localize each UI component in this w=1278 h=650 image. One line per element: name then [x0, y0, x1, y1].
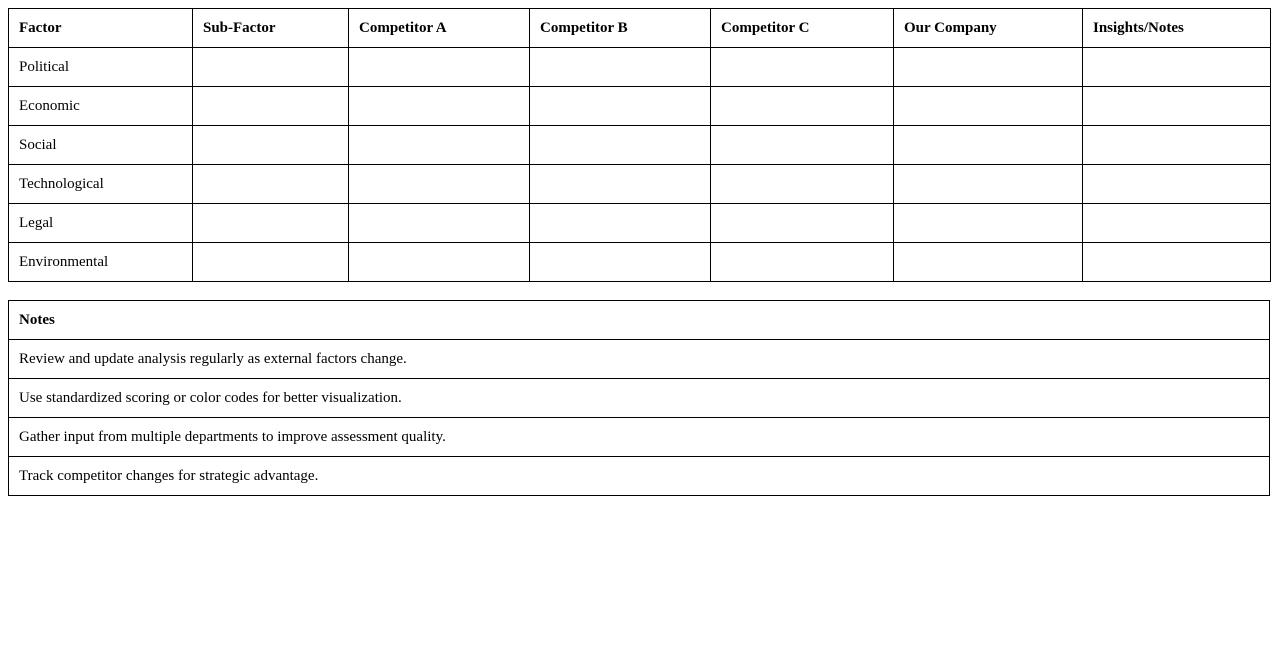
- header-sub-factor: Sub-Factor: [193, 9, 349, 48]
- sub-factor-cell[interactable]: [193, 165, 349, 204]
- insights-cell[interactable]: [1083, 126, 1271, 165]
- competitor-c-cell[interactable]: [711, 243, 894, 282]
- header-factor: Factor: [9, 9, 193, 48]
- table-row: [9, 126, 1271, 165]
- our-company-cell[interactable]: [894, 87, 1083, 126]
- competitor-a-cell[interactable]: [349, 243, 530, 282]
- table-row: [9, 204, 1271, 243]
- competitor-b-cell[interactable]: [530, 48, 711, 87]
- list-item: [9, 457, 1270, 496]
- insights-cell[interactable]: [1083, 165, 1271, 204]
- table-row: [9, 87, 1271, 126]
- sub-factor-cell[interactable]: [193, 204, 349, 243]
- competitor-b-cell[interactable]: [530, 243, 711, 282]
- sub-factor-cell[interactable]: [193, 87, 349, 126]
- insights-cell[interactable]: [1083, 48, 1271, 87]
- notes-table: [8, 300, 1270, 496]
- table-row: [9, 243, 1271, 282]
- header-our-company: Our Company: [894, 9, 1083, 48]
- insights-cell[interactable]: [1083, 204, 1271, 243]
- table-row: [9, 48, 1271, 87]
- competitor-a-cell[interactable]: [349, 87, 530, 126]
- competitor-b-cell[interactable]: [530, 204, 711, 243]
- table-row: [9, 165, 1271, 204]
- competitor-c-cell[interactable]: [711, 126, 894, 165]
- note-text: Use standardized scoring or color codes for better visualization.: [9, 379, 1270, 418]
- notes-header-row: [9, 301, 1270, 340]
- pestel-analysis-table: [8, 8, 1271, 282]
- header-insights-notes: Insights/Notes: [1083, 9, 1271, 48]
- notes-header: Notes: [9, 301, 1270, 340]
- header-competitor-c: Competitor C: [711, 9, 894, 48]
- list-item: [9, 340, 1270, 379]
- competitor-b-cell[interactable]: [530, 87, 711, 126]
- header-competitor-a: Competitor A: [349, 9, 530, 48]
- competitor-c-cell[interactable]: [711, 87, 894, 126]
- page-content: [8, 8, 1270, 496]
- our-company-cell[interactable]: [894, 126, 1083, 165]
- sub-factor-cell[interactable]: [193, 126, 349, 165]
- our-company-cell[interactable]: [894, 204, 1083, 243]
- table-header-row: [9, 9, 1271, 48]
- competitor-c-cell[interactable]: [711, 48, 894, 87]
- factor-cell: Technological: [9, 165, 193, 204]
- competitor-c-cell[interactable]: [711, 204, 894, 243]
- note-text: Track competitor changes for strategic advantage.: [9, 457, 1270, 496]
- factor-cell: Social: [9, 126, 193, 165]
- competitor-b-cell[interactable]: [530, 126, 711, 165]
- our-company-cell[interactable]: [894, 48, 1083, 87]
- list-item: [9, 418, 1270, 457]
- competitor-a-cell[interactable]: [349, 126, 530, 165]
- factor-cell: Environmental: [9, 243, 193, 282]
- competitor-b-cell[interactable]: [530, 165, 711, 204]
- competitor-c-cell[interactable]: [711, 165, 894, 204]
- our-company-cell[interactable]: [894, 243, 1083, 282]
- competitor-a-cell[interactable]: [349, 204, 530, 243]
- our-company-cell[interactable]: [894, 165, 1083, 204]
- sub-factor-cell[interactable]: [193, 243, 349, 282]
- insights-cell[interactable]: [1083, 87, 1271, 126]
- note-text: Review and update analysis regularly as external factors change.: [9, 340, 1270, 379]
- competitor-a-cell[interactable]: [349, 165, 530, 204]
- factor-cell: Legal: [9, 204, 193, 243]
- factor-cell: Economic: [9, 87, 193, 126]
- factor-cell: Political: [9, 48, 193, 87]
- header-competitor-b: Competitor B: [530, 9, 711, 48]
- competitor-a-cell[interactable]: [349, 48, 530, 87]
- sub-factor-cell[interactable]: [193, 48, 349, 87]
- insights-cell[interactable]: [1083, 243, 1271, 282]
- note-text: Gather input from multiple departments to improve assessment quality.: [9, 418, 1270, 457]
- list-item: [9, 379, 1270, 418]
